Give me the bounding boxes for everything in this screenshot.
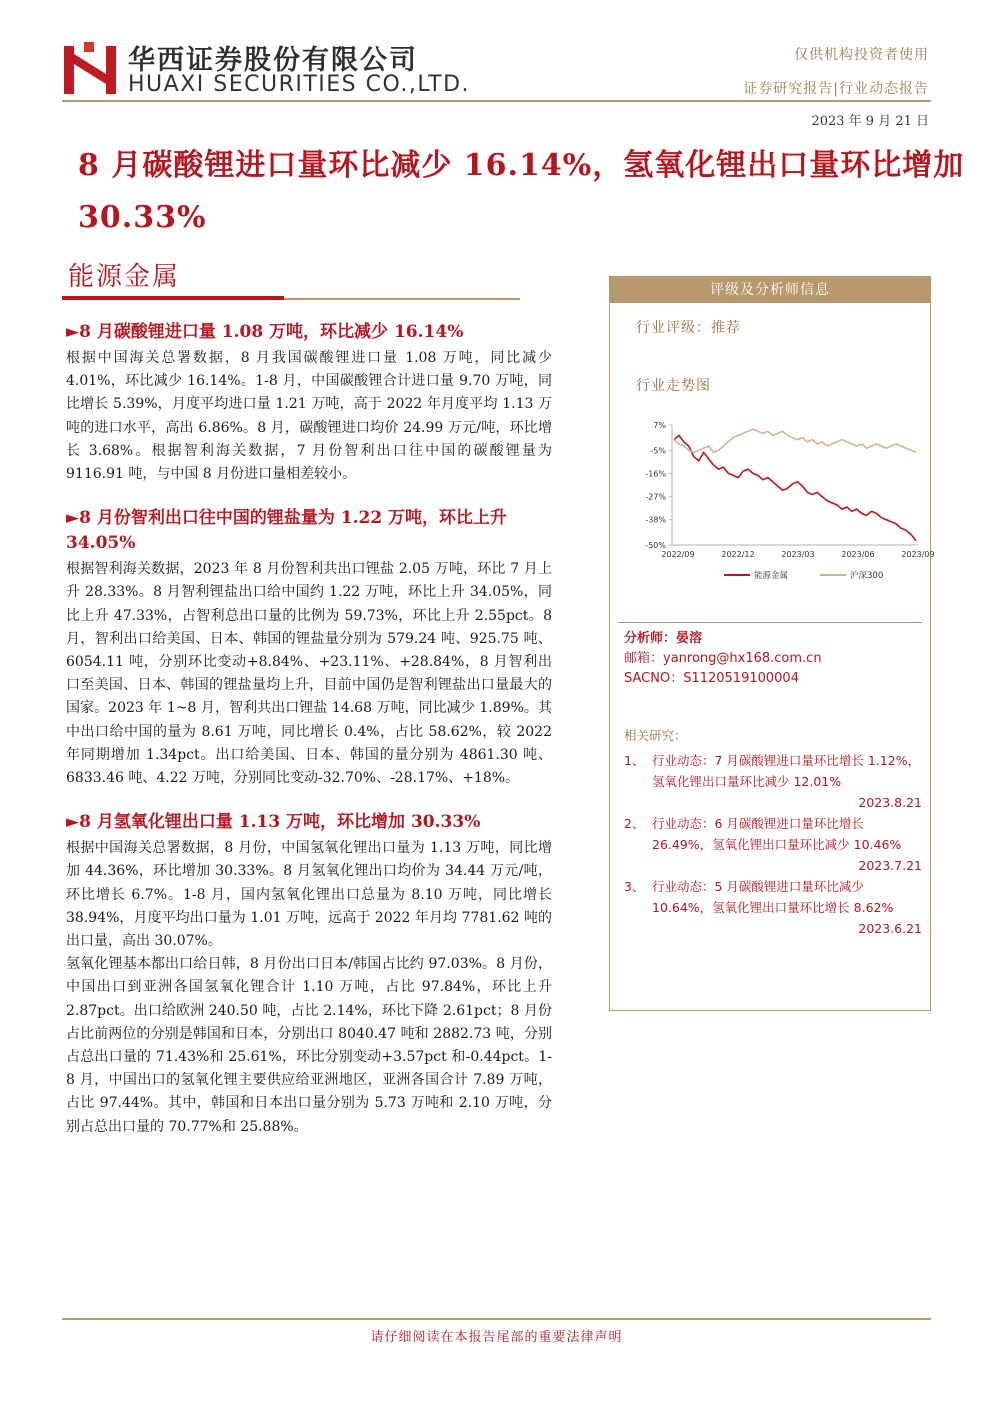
- report-title: 8 月碳酸锂进口量环比减少 16.14%，氢氧化锂出口量环比增加 30.33%: [78, 148, 965, 235]
- legal-notice: 请仔细阅读在本报告尾部的重要法律声明: [370, 1330, 623, 1345]
- related-item-date: 2023.7.21: [858, 858, 922, 873]
- section-heading: ►8 月氢氧化锂出口量 1.13 万吨，环比增加 30.33%: [66, 812, 481, 833]
- analyst-name: 分析师：晏溶: [624, 631, 703, 646]
- related-research: [624, 725, 924, 939]
- related-item-text: 行业动态：7 月碳酸锂进口量环比增长 1.12%，氢氧化锂出口量环比减少 12.01%: [652, 753, 921, 789]
- rating-analyst-sidebar: [609, 276, 935, 1011]
- y-tick-label: -38%: [645, 515, 666, 525]
- related-title: 相关研究：: [624, 728, 687, 743]
- y-tick-label: -5%: [650, 446, 666, 456]
- y-tick-label: -50%: [645, 541, 666, 550]
- analyst-email: 邮箱：yanrong@hx168.com.cn: [624, 651, 822, 666]
- footer-divider: [62, 1318, 931, 1320]
- related-item-num: 1、: [624, 753, 645, 768]
- related-item[interactable]: [624, 750, 924, 813]
- y-tick-label: -16%: [645, 469, 666, 479]
- report-date: 2023 年 9 月 21 日: [811, 114, 929, 129]
- main-content: [66, 320, 552, 1159]
- x-tick-label: 2023/06: [841, 550, 875, 559]
- related-item-num: 2、: [624, 816, 645, 831]
- related-item-date: 2023.8.21: [858, 795, 922, 810]
- section-chile-export: [66, 506, 552, 790]
- analyst-info: [624, 629, 822, 689]
- analyst-sacno: SACNO：S1120519100004: [624, 671, 799, 686]
- x-tick-label: 2022/09: [661, 550, 695, 559]
- report-type: 证券研究报告|行业动态报告: [743, 81, 929, 97]
- industry-trend-chart: [614, 417, 935, 597]
- legend-label: 沪深300: [850, 571, 884, 581]
- series-line-1: [674, 429, 916, 452]
- sector-label: 能源金属: [68, 262, 181, 292]
- company-name-en: HUAXI SECURITIES CO.,LTD.: [128, 72, 471, 97]
- x-tick-label: 2022/12: [721, 550, 755, 559]
- y-tick-label: -27%: [645, 492, 666, 502]
- sidebar-divider: [618, 622, 922, 623]
- section-lithium-hydroxide-export: [66, 810, 552, 1139]
- sector-underline-gold: [284, 298, 520, 300]
- sidebar-header: 评级及分析师信息: [610, 277, 930, 303]
- related-item[interactable]: [624, 813, 924, 876]
- section-paragraph: 根据中国海关总署数据，8 月份，中国氢氧化锂出口量为 1.13 万吨，同比增加 44.36%，环比增加 30.33%。8 月氢氧化锂出口均价为 34.44 万元/吨，环比增长 6.7%。1-8 月，国内氢氧化锂出口总量为 8.10 万吨，同比增长 38.94%，月度平均出口量为 1.01 万吨，远高于 2022 年月均 7781.62 吨的出口量，高出 30.07%。: [66, 840, 552, 950]
- related-item[interactable]: [624, 876, 924, 939]
- x-tick-label: 2023/03: [781, 550, 815, 559]
- legend-label: 能源金属: [754, 571, 789, 581]
- x-tick-label: 2023/09: [901, 550, 935, 559]
- y-tick-label: 7%: [653, 421, 666, 430]
- section-lithium-carbonate-import: [66, 320, 552, 486]
- section-heading: ►8 月份智利出口往中国的锂盐量为 1.22 万吨，环比上升 34.05%: [66, 508, 508, 554]
- related-item-text: 行业动态：5 月碳酸锂进口量环比减少 10.64%，氢氧化锂出口量环比增长 8.62%: [652, 879, 894, 915]
- header-divider: [62, 100, 931, 102]
- industry-rating: 行业评级：推荐: [636, 320, 741, 336]
- section-heading: ►8 月碳酸锂进口量 1.08 万吨，环比减少 16.14%: [66, 322, 464, 342]
- sector-underline: [62, 296, 284, 300]
- company-name-cn: 华西证券股份有限公司: [128, 45, 418, 76]
- related-item-text: 行业动态：6 月碳酸锂进口量环比增长 26.49%，氢氧化锂出口量环比减少 10.46%: [652, 816, 902, 852]
- trend-chart-title: 行业走势图: [636, 378, 711, 394]
- huaxi-logo-icon: [62, 40, 118, 96]
- audience-note: 仅供机构投资者使用: [794, 47, 929, 63]
- section-paragraph: 根据智利海关数据，2023 年 8 月份智利共出口锂盐 2.05 万吨，环比 7 月上升 28.33%。8 月智利锂盐出口给中国约 1.22 万吨，环比上升 34.05%，同比上升 47.33%，占智利总出口量的比例为 59.73%，环比上升 2.55pct。8 月，智利出口给美国、日本、韩国的锂盐量分别为 579.24 吨、925.75 吨、6054.11 吨，分别环比变动+8.84%、+23.11%、+28.84%，8 月智利出口至美国、日本、韩国的锂盐量均上升，目前中国仍是智利锂盐出口量最大的国家。2023 年 1~8 月，智利共出口锂盐 14.68 万吨，同比减少 1.89%。其中出口给中国的量为 8.61 万吨，同比增长 0.4%，占比 58.62%，较 2022 年同期增加 1.34pct。出口给美国、日本、韩国的量分别为 4861.30 吨、6833.46 吨、4.22 万吨，分别同比变动-32.70%、-28.17%、+18%。: [66, 561, 552, 787]
- section-paragraph: 根据中国海关总署数据，8 月我国碳酸锂进口量 1.08 万吨，同比减少 4.01%，环比减少 16.14%。1-8 月，中国碳酸锂合计进口量 9.70 万吨，同比增长 5.39%，月度平均进口量 1.21 万吨，高于 2022 年月度平均 1.13 万吨的进口水平，高出 6.86%。8 月，碳酸锂进口均价 24.99 万元/吨，环比增长 3.68%。根据智利海关数据，7 月份智利出口往中国的碳酸锂量为 9116.91 吨，与中国 8 月份进口量相差较小。: [66, 350, 552, 483]
- section-paragraph: 氢氧化锂基本都出口给日韩，8 月份出口日本/韩国占比约 97.03%。8 月份，中国出口到亚洲各国氢氧化锂合计 1.10 万吨，占比 97.84%，环比上升 2.87pct。出口给欧洲 240.50 吨，占比 2.14%，环比下降 2.61pct；8 月份占比前两位的分别是韩国和日本，分别出口 8040.47 吨和 2882.73 吨，分别占总出口量的 71.43%和 25.61%，环比分别变动+3.57pct 和-0.44pct。1-8 月，中国出口的氢氧化锂主要供应给亚洲地区，亚洲各国合计 7.89 万吨，占比 97.44%。其中，韩国和日本出口量分别为 5.73 万吨和 2.10 万吨，分别占总出口量的 70.77%和 25.88%。: [66, 956, 552, 1135]
- related-item-date: 2023.6.21: [858, 921, 922, 936]
- related-item-num: 3、: [624, 879, 645, 894]
- series-line-0: [674, 436, 916, 541]
